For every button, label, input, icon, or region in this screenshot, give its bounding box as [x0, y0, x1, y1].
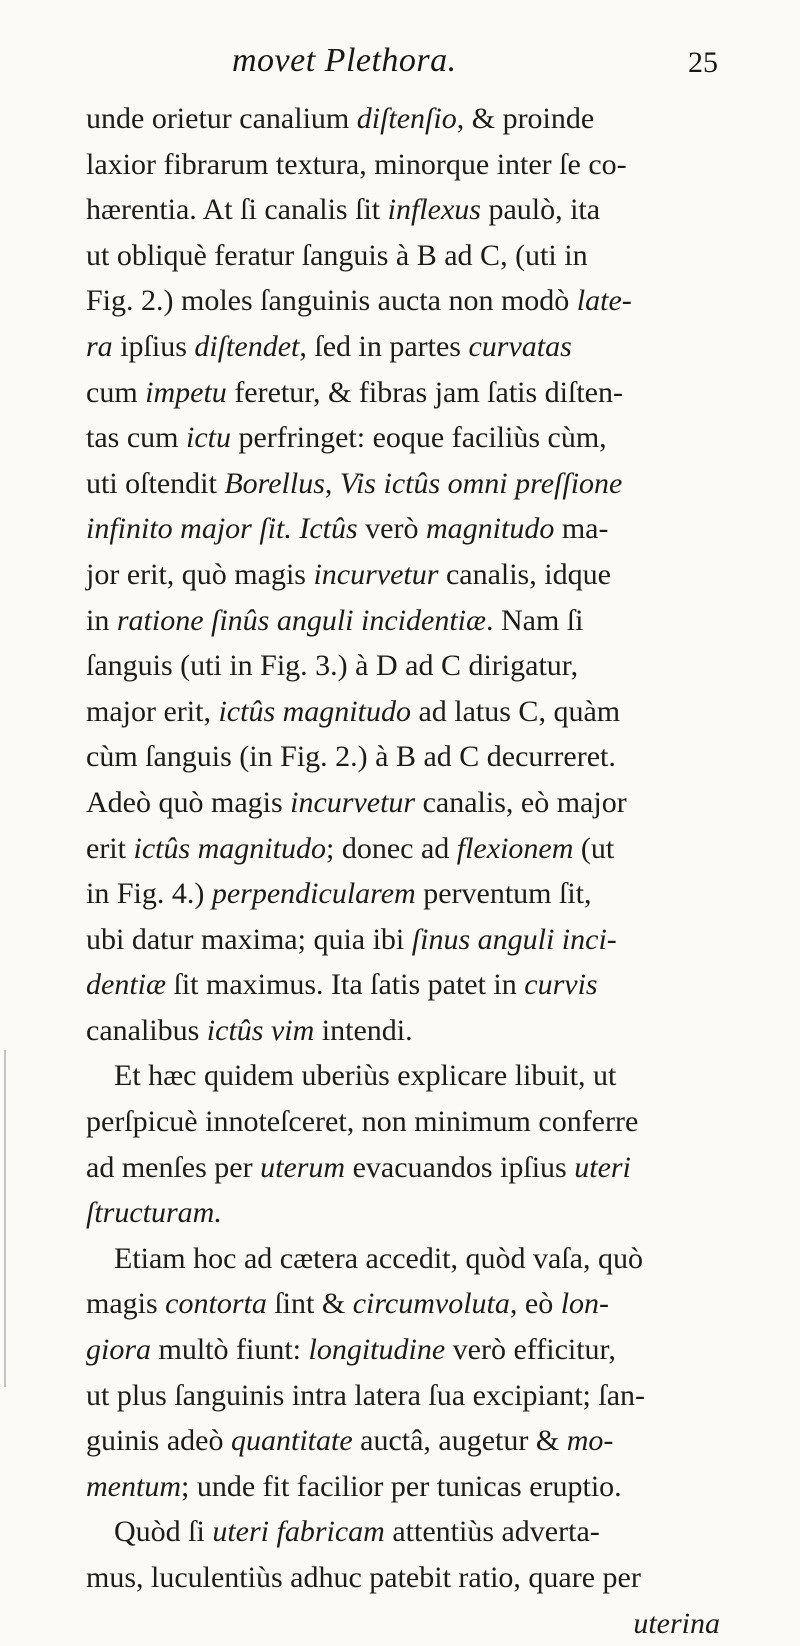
text-run: ; donec ad: [325, 831, 457, 865]
text-run: erit: [86, 831, 134, 865]
text-line: [86, 1601, 726, 1646]
text-line: [86, 1464, 726, 1510]
italic-text: late-: [576, 284, 632, 318]
text-run: canalis, idque: [438, 557, 611, 591]
italic-text: ra: [86, 329, 113, 363]
text-run: ; unde fit facilior per tunicas eruptio.: [180, 1469, 622, 1503]
text-run: . Nam ſi: [486, 603, 584, 637]
text-line: [86, 233, 726, 279]
text-line: [86, 324, 726, 370]
italic-text: lon-: [560, 1287, 610, 1321]
text-line: [86, 1509, 726, 1555]
text-run: ſint &: [266, 1287, 353, 1321]
italic-text: flexionem: [456, 831, 574, 865]
running-title: movet Plethora.: [232, 42, 457, 79]
text-line: [86, 1008, 726, 1054]
margin-rule: [4, 1050, 6, 1387]
text-run: feretur, & fibras jam ſatis diſten-: [226, 375, 623, 409]
italic-text: mo-: [566, 1424, 614, 1458]
text-run: Quòd ſi: [114, 1515, 213, 1549]
italic-text: ratione ſinûs anguli incidentiæ: [116, 603, 486, 637]
italic-text: ictûs vim: [206, 1013, 315, 1047]
text-run: uti oſtendit: [86, 466, 225, 500]
text-line: [86, 461, 726, 507]
text-run: jor erit, quò magis: [86, 557, 314, 591]
text-run: , eò: [509, 1287, 561, 1321]
text-run: canalibus: [86, 1013, 207, 1047]
text-run: major erit,: [86, 694, 219, 728]
text-run: ipſius: [112, 329, 195, 363]
text-run: magis: [86, 1287, 166, 1321]
text-run: unde orietur canalium: [86, 102, 357, 135]
italic-text: ictûs magnitudo: [133, 831, 326, 865]
italic-text: uteri fabricam: [212, 1515, 385, 1549]
text-run: ſanguis (uti in Fig. 3.) à D ad C dirigatur,: [86, 649, 579, 683]
italic-text: incurvetur: [290, 785, 416, 819]
italic-text: mentum: [86, 1469, 181, 1503]
text-run: tas cum: [86, 421, 186, 455]
italic-text: curvatas: [468, 329, 572, 363]
text-run: Et hæc quidem uberiùs explicare libuit, ut: [114, 1059, 617, 1093]
text-run: ubi datur maxima; quia ibi: [86, 922, 412, 956]
text-line: [86, 598, 726, 644]
text-run: in: [86, 603, 117, 637]
italic-text: ſinus anguli inci-: [411, 922, 617, 956]
text-line: [86, 1190, 726, 1236]
text-line: [86, 734, 726, 780]
text-run: ma-: [554, 512, 609, 546]
italic-text: quantitate: [230, 1424, 353, 1458]
running-head: [0, 42, 800, 86]
italic-text: ictûs magnitudo: [218, 694, 411, 728]
text-run: evacuandos ipſius: [345, 1150, 575, 1184]
text-run: attentiùs adverta-: [384, 1515, 600, 1549]
text-run: auctâ, augetur &: [352, 1424, 567, 1458]
text-line: [86, 506, 726, 552]
text-line: [86, 1053, 726, 1099]
text-line: [86, 370, 726, 416]
italic-text: impetu: [145, 375, 227, 409]
text-line: [86, 187, 726, 233]
text-line: [86, 1281, 726, 1327]
italic-text: longitudine: [308, 1333, 446, 1367]
text-run: multò fiunt:: [151, 1333, 309, 1367]
text-run: paulò, ita: [480, 193, 601, 227]
text-line: [86, 780, 726, 826]
text-line: [86, 871, 726, 917]
text-run: Fig. 2.) moles ſanguinis aucta non modò: [86, 284, 577, 318]
text-run: ad menſes per: [86, 1150, 261, 1184]
text-line: [86, 917, 726, 963]
text-run: cum: [86, 375, 146, 409]
text-run: cùm ſanguis (in Fig. 2.) à B ad C decurreret.: [86, 740, 616, 774]
body-text: [86, 96, 726, 1646]
text-run: in Fig. 4.): [86, 877, 212, 911]
text-line: [86, 96, 726, 142]
text-run: guinis adeò: [86, 1424, 231, 1458]
text-line: [86, 1099, 726, 1145]
text-run: mus, luculentiùs adhuc patebit ratio, quare per: [86, 1561, 641, 1594]
text-run: Etiam hoc ad cætera accedit, quòd vaſa, quò: [114, 1241, 643, 1275]
italic-text: circumvoluta: [352, 1287, 510, 1321]
text-run: canalis, eò major: [415, 785, 627, 819]
italic-text: infinito major ſit. Ictûs: [86, 512, 358, 546]
text-line: [86, 1145, 726, 1191]
text-line: [86, 1373, 726, 1419]
text-run: Adeò quò magis: [86, 785, 291, 819]
text-run: verò efficitur,: [445, 1333, 616, 1367]
italic-text: Borellus: [224, 466, 325, 500]
italic-text: curvis: [524, 968, 598, 1002]
text-run: hærentia. At ſi canalis ſit: [86, 193, 388, 227]
text-run: perfringet: eoque faciliùs cùm,: [230, 421, 607, 455]
italic-text: inflexus: [387, 193, 481, 227]
text-line: [86, 278, 726, 324]
italic-text: diſtenſio: [356, 102, 457, 135]
text-run: perſpicuè innoteſceret, non minimum conferre: [86, 1105, 639, 1139]
text-run: (ut: [573, 831, 615, 865]
text-line: [86, 826, 726, 872]
text-line: [86, 962, 726, 1008]
italic-text: perpendicularem: [211, 877, 416, 911]
text-line: [86, 1327, 726, 1373]
text-line: [86, 415, 726, 461]
italic-text: uterum: [260, 1150, 346, 1184]
italic-text: uterina: [633, 1606, 720, 1640]
text-run: verò: [357, 512, 426, 546]
italic-text: ſtructuram.: [86, 1196, 222, 1230]
text-line: [86, 1418, 726, 1464]
italic-text: uteri: [574, 1150, 631, 1184]
italic-text: magnitudo: [425, 512, 555, 546]
italic-text: dentiæ: [86, 968, 166, 1002]
italic-text: contorta: [165, 1287, 267, 1321]
text-run: ut obliquè feratur ſanguis à B ad C, (uti in: [86, 238, 588, 272]
text-line: [86, 142, 726, 188]
italic-text: Vis ictûs omni preſſione: [339, 466, 623, 500]
text-run: laxior fibrarum textura, minorque inter ſe co-: [86, 147, 627, 181]
text-run: , & proinde: [456, 102, 595, 135]
italic-text: diſtendet: [194, 329, 300, 363]
text-run: intendi.: [314, 1013, 413, 1047]
text-run: , ſed in partes: [299, 329, 469, 363]
text-run: ,: [324, 466, 340, 500]
text-run: perventum ſit,: [415, 877, 592, 911]
text-line: [86, 1555, 726, 1601]
italic-text: ictu: [185, 421, 231, 455]
text-line: [86, 643, 726, 689]
text-run: ad latus C, quàm: [410, 694, 621, 728]
text-line: [86, 689, 726, 735]
text-run: ut plus ſanguinis intra latera ſua excipiant; ſan-: [86, 1378, 645, 1412]
italic-text: incurvetur: [313, 557, 439, 591]
text-line: [86, 552, 726, 598]
page-number: 25: [688, 46, 718, 79]
italic-text: giora: [86, 1333, 152, 1367]
text-line: [86, 1236, 726, 1282]
text-run: ſit maximus. Ita ſatis patet in: [166, 968, 525, 1002]
